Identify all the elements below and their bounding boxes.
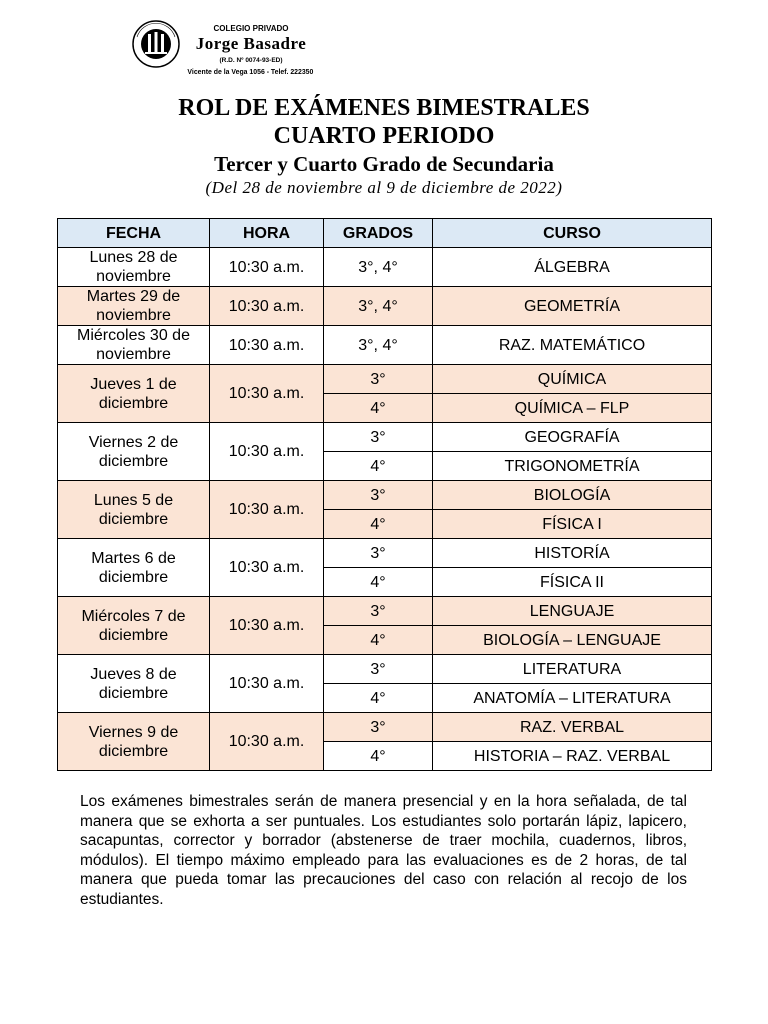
school-name: Jorge Basadre [195, 34, 307, 53]
table-row [58, 248, 712, 287]
grados-cell: 3° [324, 655, 433, 684]
grados-cell: 4° [324, 394, 433, 423]
school-address: Vicente de la Vega 1056 - Telef. 222350 [187, 67, 314, 76]
school-type: COLEGIO PRIVADO [213, 24, 289, 33]
document-title: ROL DE EXÁMENES BIMESTRALES [178, 95, 590, 121]
grados-cell: 4° [324, 568, 433, 597]
fecha-cell: Lunes 28 de noviembre [58, 248, 210, 287]
curso-cell: HISTORÍA [433, 539, 712, 568]
hora-cell: 10:30 a.m. [210, 655, 324, 713]
curso-cell: ÁLGEBRA [433, 248, 712, 287]
curso-cell: GEOMETRÍA [433, 287, 712, 326]
school-resolution: (R.D. Nº 0074-93-ED) [219, 57, 283, 64]
exam-instructions-paragraph: Los exámenes bimestrales serán de manera presencial y en la hora señalada, de tal manera que se exhorta a ser puntuales. Los estudiantes solo portarán lápiz, lapicero, sacapuntas, corrector y borrador (abstenerse de traer mochila, cuadernos, libros, módulos). El tiempo máximo empleado para las evaluaciones es de 2 horas, de tal manera que pueda tomar las precauciones del caso con relación al recojo de los estudiantes. [80, 793, 687, 908]
grados-cell: 4° [324, 742, 433, 771]
curso-cell: FÍSICA II [433, 568, 712, 597]
document-period: CUARTO PERIODO [273, 123, 495, 149]
grados-cell: 4° [324, 626, 433, 655]
table-row [58, 481, 712, 510]
header-fecha: FECHA [58, 219, 210, 248]
curso-cell: RAZ. MATEMÁTICO [433, 326, 712, 365]
hora-cell: 10:30 a.m. [210, 365, 324, 423]
curso-cell: LITERATURA [433, 655, 712, 684]
curso-cell: LENGUAJE [433, 597, 712, 626]
grados-cell: 4° [324, 452, 433, 481]
hora-cell: 10:30 a.m. [210, 423, 324, 481]
table-row [58, 326, 712, 365]
fecha-cell: Viernes 2 de diciembre [58, 423, 210, 481]
fecha-cell: Jueves 1 de diciembre [58, 365, 210, 423]
curso-cell: BIOLOGÍA – LENGUAJE [433, 626, 712, 655]
curso-cell: GEOGRAFÍA [433, 423, 712, 452]
curso-cell: HISTORIA – RAZ. VERBAL [433, 742, 712, 771]
grados-cell: 3°, 4° [324, 326, 433, 365]
table-header-row [58, 219, 712, 248]
grados-cell: 3° [324, 365, 433, 394]
curso-cell: RAZ. VERBAL [433, 713, 712, 742]
curso-cell: ANATOMÍA – LITERATURA [433, 684, 712, 713]
exam-schedule-table [57, 218, 712, 771]
grados-cell: 4° [324, 510, 433, 539]
hora-cell: 10:30 a.m. [210, 713, 324, 771]
hora-cell: 10:30 a.m. [210, 326, 324, 365]
grados-cell: 3° [324, 597, 433, 626]
table-row [58, 287, 712, 326]
hora-cell: 10:30 a.m. [210, 248, 324, 287]
header-hora: HORA [210, 219, 324, 248]
grados-cell: 3°, 4° [324, 248, 433, 287]
curso-cell: QUÍMICA [433, 365, 712, 394]
table-row [58, 655, 712, 684]
curso-cell: TRIGONOMETRÍA [433, 452, 712, 481]
hora-cell: 10:30 a.m. [210, 287, 324, 326]
curso-cell: BIOLOGÍA [433, 481, 712, 510]
fecha-cell: Jueves 8 de diciembre [58, 655, 210, 713]
fecha-cell: Miércoles 30 de noviembre [58, 326, 210, 365]
school-logo [131, 17, 181, 77]
grados-cell: 4° [324, 684, 433, 713]
table-row [58, 365, 712, 394]
fecha-cell: Lunes 5 de diciembre [58, 481, 210, 539]
header-grados: GRADOS [324, 219, 433, 248]
hora-cell: 10:30 a.m. [210, 481, 324, 539]
grados-cell: 3°, 4° [324, 287, 433, 326]
curso-cell: FÍSICA I [433, 510, 712, 539]
fecha-cell: Viernes 9 de diciembre [58, 713, 210, 771]
grados-cell: 3° [324, 713, 433, 742]
fecha-cell: Martes 6 de diciembre [58, 539, 210, 597]
table-row [58, 423, 712, 452]
grados-cell: 3° [324, 539, 433, 568]
table-row [58, 713, 712, 742]
grados-cell: 3° [324, 481, 433, 510]
curso-cell: QUÍMICA – FLP [433, 394, 712, 423]
header-curso: CURSO [433, 219, 712, 248]
fecha-cell: Miércoles 7 de diciembre [58, 597, 210, 655]
document-grades: Tercer y Cuarto Grado de Secundaria [214, 152, 554, 176]
document-date-range: (Del 28 de noviembre al 9 de diciembre de 2022) [205, 178, 563, 197]
table-row [58, 597, 712, 626]
hora-cell: 10:30 a.m. [210, 539, 324, 597]
grados-cell: 3° [324, 423, 433, 452]
fecha-cell: Martes 29 de noviembre [58, 287, 210, 326]
table-row [58, 539, 712, 568]
hora-cell: 10:30 a.m. [210, 597, 324, 655]
